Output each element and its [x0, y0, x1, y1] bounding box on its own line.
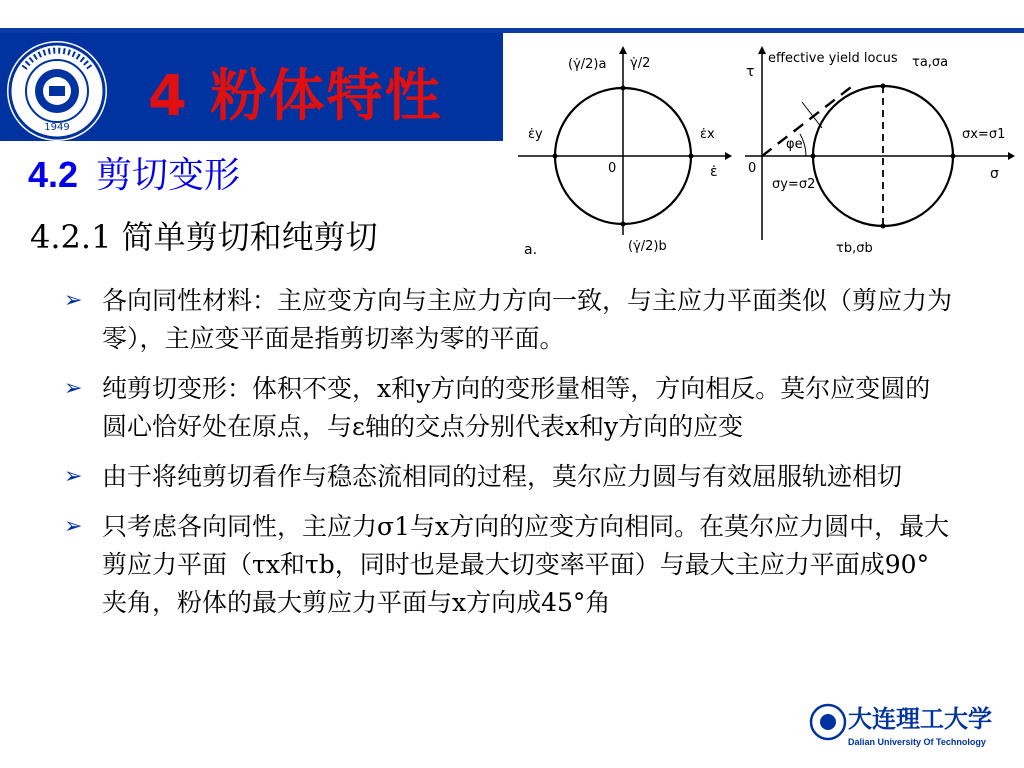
bullet-list: [64, 282, 954, 634]
point-sigma-y: [811, 154, 816, 159]
label-sigma-axis: σ: [990, 166, 999, 182]
arrow-bullet-icon: ➢: [64, 288, 83, 313]
label-origin-left: 0: [608, 161, 617, 176]
yield-locus-line: [762, 84, 855, 156]
label-tau-axis: τ: [746, 64, 755, 80]
section-heading: [28, 147, 240, 198]
section-title: 剪切变形: [96, 155, 241, 196]
stress-circle-group: [745, 46, 1015, 256]
epsilon-axis-arrow: [725, 152, 732, 160]
bullet-text: 各向同性材料：主应变方向与主应力方向一致，与主应力平面类似（剪应力为零），主应变平面是指剪切率为零的平面。: [102, 286, 953, 353]
seal-year: 1949: [44, 122, 70, 133]
point-tau-a: [881, 84, 886, 89]
bullet-text: 由于将纯剪切看作与稳态流相同的过程，莫尔应力圆与有效屈服轨迹相切: [102, 462, 903, 491]
point-ex: [689, 154, 694, 159]
locus-pointer-line: [802, 102, 822, 128]
section-number: 4.2: [28, 154, 79, 195]
label-phi: φe: [786, 137, 803, 152]
label-sigma-y: σy=σ2: [772, 177, 816, 192]
bullet-text: 纯剪切变形：体积不变，x和y方向的变形量相等，方向相反。莫尔应变圆的圆心恰好处在原点，与ε轴的交点分别代表x和y方向的应变: [102, 374, 931, 441]
label-sigma-x: σx=σ1: [962, 127, 1006, 142]
tau-axis-arrow: [758, 46, 766, 54]
point-b: [621, 222, 626, 227]
bullet-item: [64, 508, 954, 622]
bullet-item: [64, 458, 954, 496]
label-ex: ε̇x: [700, 127, 715, 142]
point-a: [621, 86, 626, 91]
label-epsilon-axis: ε̇: [710, 164, 718, 180]
point-tau-b: [881, 224, 886, 229]
arrow-bullet-icon: ➢: [64, 376, 83, 401]
bullet-text: 只考虑各向同性，主应力σ1与x方向的应变方向相同。在莫尔应力圆中，最大剪应力平面（τx和τb，同时也是最大切变率平面）与最大主应力平面成90°夹角，粉体的最大剪应力平面与x方向成45°角: [102, 512, 950, 617]
point-sigma-x: [951, 154, 956, 159]
page-title: 4 粉体特性: [148, 64, 443, 129]
subsection-heading: 4.2.1 简单剪切和纯剪切: [30, 218, 378, 256]
label-gamma-a: (γ̇/2)a: [568, 57, 607, 72]
label-gamma-b: (γ̇/2)b: [628, 239, 667, 254]
arrow-bullet-icon: ➢: [64, 514, 83, 539]
bullet-item: [64, 282, 954, 358]
gamma-axis-arrow: [619, 46, 627, 54]
sigma-axis-arrow: [1008, 152, 1015, 160]
point-ey: [553, 154, 558, 159]
strain-circle-group: [518, 46, 732, 258]
arrow-bullet-icon: ➢: [64, 464, 83, 489]
footer-brand-cn: 大连理工大学: [848, 705, 992, 733]
label-tau-b: τb,σb: [836, 241, 873, 256]
label-panel-a: a.: [524, 242, 538, 258]
label-gamma-axis: γ̇/2: [630, 56, 651, 71]
mohr-circles-diagram: [510, 40, 1020, 265]
footer-brand-logo: [808, 697, 992, 751]
footer-brand-en: Dalian University Of Technology: [848, 737, 986, 747]
bullet-item: [64, 370, 954, 446]
label-yield-locus: effective yield locus: [768, 51, 898, 66]
university-seal-icon: [4, 38, 110, 144]
label-origin-right: 0: [748, 161, 757, 176]
label-ey: ε̇y: [528, 127, 543, 142]
label-tau-a: τa,σa: [912, 55, 949, 70]
